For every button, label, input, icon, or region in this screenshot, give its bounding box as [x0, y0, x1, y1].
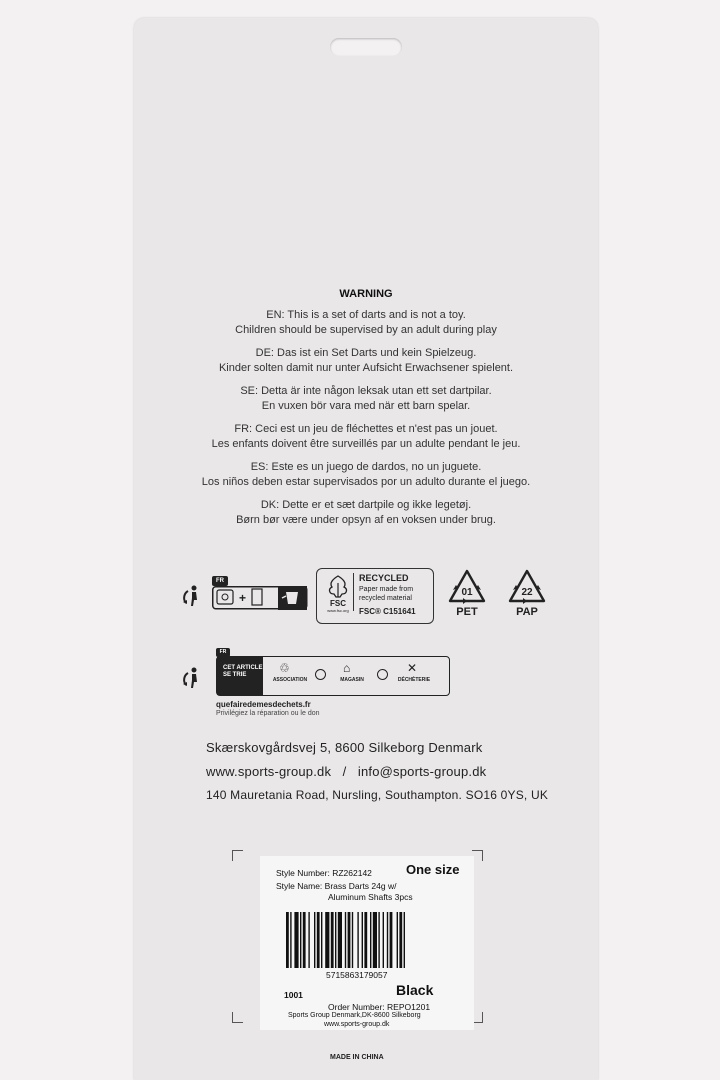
barcode-bar	[373, 912, 377, 968]
style-number: Style Number: RZ262142	[276, 868, 372, 878]
triman-icon-2	[180, 666, 204, 690]
corner-mark-bl	[232, 1012, 243, 1023]
barcode-bar	[378, 912, 379, 968]
barcode-bar	[286, 912, 289, 968]
triage-bar	[216, 656, 450, 696]
tools-icon: ✕	[407, 661, 418, 675]
pap-number: 22	[521, 587, 533, 598]
barcode-bar	[325, 912, 329, 968]
product-label	[260, 856, 474, 1030]
email: info@sports-group.dk	[357, 764, 487, 779]
address-denmark: Skærskovgårdsvej 5, 8600 Silkeborg Denmark	[206, 740, 483, 755]
barcode-bar	[338, 912, 342, 968]
barcode-bar	[294, 912, 298, 968]
warning-text	[134, 308, 598, 536]
blister-card	[134, 18, 598, 1080]
pap-code: PAP	[516, 606, 538, 618]
warning-fr: FR: Ceci est un jeu de fléchettes et n'est pas un jouet. Les enfants doivent être surveillés par un adulte pendant le jeu.	[211, 423, 521, 450]
contact-separator: /	[342, 764, 347, 779]
barcode-bar	[352, 912, 353, 968]
made-in: MADE IN CHINA	[330, 1054, 384, 1061]
triage-fr-tag: FR	[216, 648, 230, 657]
barcode-bar	[290, 912, 291, 968]
barcode-bar	[335, 912, 336, 968]
fsc-tree-icon	[323, 573, 354, 611]
size: One size	[406, 862, 460, 877]
pet-number: 01	[461, 587, 473, 598]
hang-hole	[330, 38, 402, 56]
item-code: 1001	[284, 990, 303, 1000]
fsc-code: FSC® C151641	[359, 607, 416, 616]
color: Black	[396, 982, 434, 998]
barcode-bar	[331, 912, 334, 968]
fsc-site: www.fsc.org	[327, 608, 349, 613]
barcode-bar	[364, 912, 367, 968]
pet-code: PET	[456, 606, 478, 618]
triman-icon	[180, 584, 204, 608]
contact-line	[206, 764, 486, 779]
barcode-bar	[348, 912, 351, 968]
warning-en: EN: This is a set of darts and is not a toy. Children should be supervised by an adult during play	[235, 309, 497, 336]
svg-text:+: +	[239, 591, 247, 605]
barcode-bar	[308, 912, 309, 968]
style-name-2: Aluminum Shafts 3pcs	[328, 892, 413, 902]
company: Sports Group Denmark,DK-8600 Silkeborg	[288, 1012, 421, 1019]
shop-icon: ⌂	[343, 661, 351, 675]
or-icon-2	[377, 669, 388, 680]
pap-recycling-symbol	[502, 568, 552, 624]
fsc-recycled: RECYCLED	[359, 573, 409, 583]
barcode-bar	[300, 912, 301, 968]
style-name-1: Style Name: Brass Darts 24g w/	[276, 881, 397, 891]
triage-decheterie: DÉCHÈTERIE	[397, 677, 431, 683]
recycling-icons	[178, 566, 558, 626]
corner-mark-tl	[232, 850, 243, 861]
or-icon-1	[315, 669, 326, 680]
triage-association: ASSOCIATION	[272, 677, 308, 683]
barcode-bar	[383, 912, 384, 968]
barcode-bar	[321, 912, 322, 968]
barcode-bar	[404, 912, 405, 968]
barcode-bar	[303, 912, 306, 968]
barcode-bar	[317, 912, 320, 968]
association-icon: ♲	[279, 661, 290, 675]
triage-info	[178, 646, 448, 696]
barcode-bar	[370, 912, 371, 968]
warning-title: WARNING	[339, 288, 393, 300]
sorting-guide-icon	[212, 576, 308, 612]
pet-recycling-symbol	[442, 568, 492, 624]
barcode-bar	[397, 912, 398, 968]
barcode-bar	[314, 912, 315, 968]
warning-es: ES: Este es un juego de dardos, no un juguete. Los niños deben estar supervisados por un adulto durante el juego.	[201, 461, 531, 488]
barcode-bar	[362, 912, 363, 968]
triage-magasin: MAGASIN	[340, 677, 364, 683]
warning-de: DE: Das ist ein Set Darts und kein Spielzeug. Kinder solten damit nur unter Aufsicht Erwachsener spielent.	[218, 347, 514, 374]
barcode	[284, 912, 454, 968]
address-uk: 140 Mauretania Road, Nursling, Southampton. SO16 0YS, UK	[206, 788, 549, 802]
barcode-bar	[357, 912, 358, 968]
warning-dk: DK: Dette er et sæt dartpile og ikke legetøj. Børn bør være under opsyn af en voksen under brug.	[236, 499, 496, 526]
label-website: www.sports-group.dk	[324, 1021, 390, 1028]
barcode-bar	[399, 912, 402, 968]
triage-url: quefairedemesdechets.fr	[216, 700, 311, 709]
fsc-paper: Paper made from recycled material	[359, 586, 414, 602]
barcode-bar	[387, 912, 388, 968]
order-number: Order Number: REPO1201	[328, 1002, 431, 1012]
triage-label: CET ARTICLE SE TRIE	[217, 657, 263, 695]
website: www.sports-group.dk	[206, 764, 332, 779]
ean-number: 5715863179057	[326, 970, 388, 980]
triman-fr-tag: FR	[212, 576, 228, 586]
fsc-recycled-logo	[316, 568, 434, 624]
fsc-brand: FSC	[330, 599, 346, 608]
triage-sub: Privilégiez la réparation ou le don	[216, 710, 320, 717]
barcode-bar	[390, 912, 393, 968]
barcode-bar	[345, 912, 346, 968]
fsc-text	[359, 573, 429, 616]
warning-se: SE: Detta är inte någon leksak utan ett set dartpilar. En vuxen bör vara med när ett barn spelar.	[240, 385, 492, 412]
